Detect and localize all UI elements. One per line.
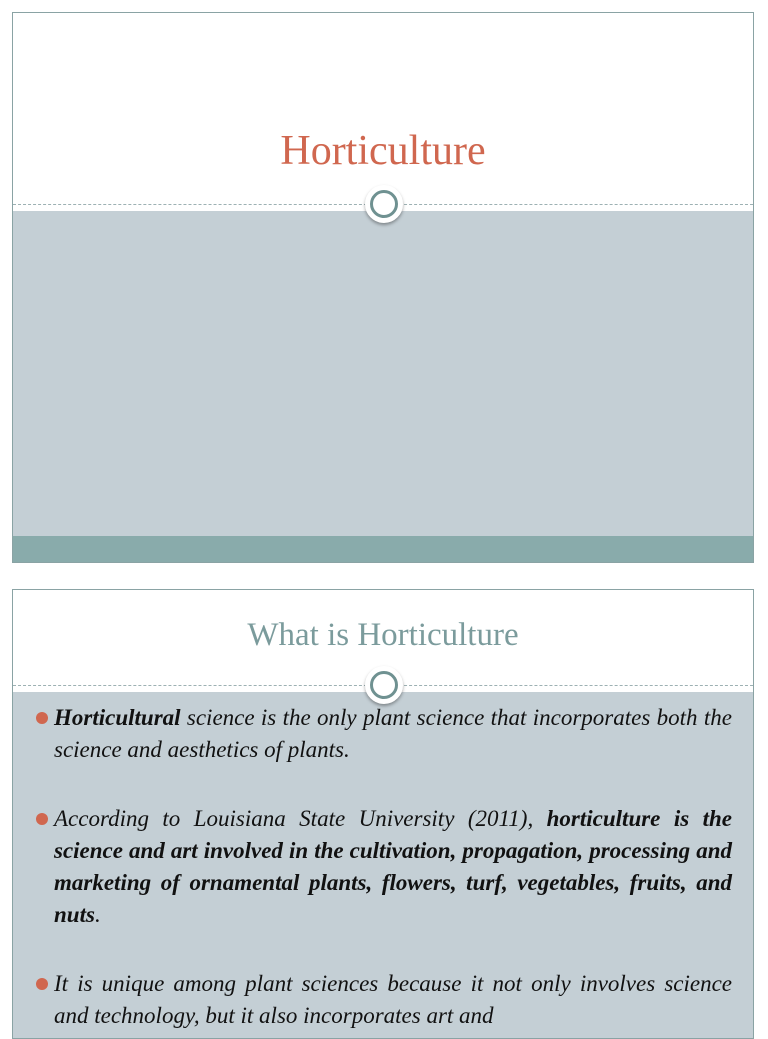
footer-bar bbox=[13, 536, 753, 562]
circle-ornament-icon bbox=[365, 666, 403, 704]
bullet-item bbox=[13, 803, 753, 931]
bullet-text: It is unique among plant sciences because it not only involves science and technology, but it also incorporates art and bbox=[54, 971, 732, 1028]
title-slide bbox=[12, 12, 754, 563]
content-slide bbox=[12, 589, 754, 1039]
bullet-list bbox=[13, 702, 753, 1039]
bullet-dot-icon bbox=[36, 813, 48, 825]
bullet-dot-icon bbox=[36, 712, 48, 724]
bullet-item bbox=[13, 702, 753, 766]
bullet-dot-icon bbox=[36, 978, 48, 990]
bullet-text: science is the only plant science that incorporates both the science and aesthetics of plants. bbox=[54, 705, 732, 762]
bullet-bold-definition: horticulture is the science and art involved in the cultivation, propagation, processing and marketing of ornamental plants, flowers, turf, vegetables, fruits, and nuts bbox=[54, 806, 732, 927]
bullet-item bbox=[13, 968, 753, 1032]
slide-title: Horticulture bbox=[280, 128, 486, 174]
bullet-tail: . bbox=[94, 902, 101, 927]
slide-title: What is Horticulture bbox=[247, 617, 519, 653]
bullet-bold-lead: Horticultural bbox=[54, 705, 181, 730]
title-band bbox=[13, 13, 753, 211]
circle-ornament-icon bbox=[365, 185, 403, 223]
bullet-text: According to Louisiana State University (2011), bbox=[54, 806, 547, 831]
